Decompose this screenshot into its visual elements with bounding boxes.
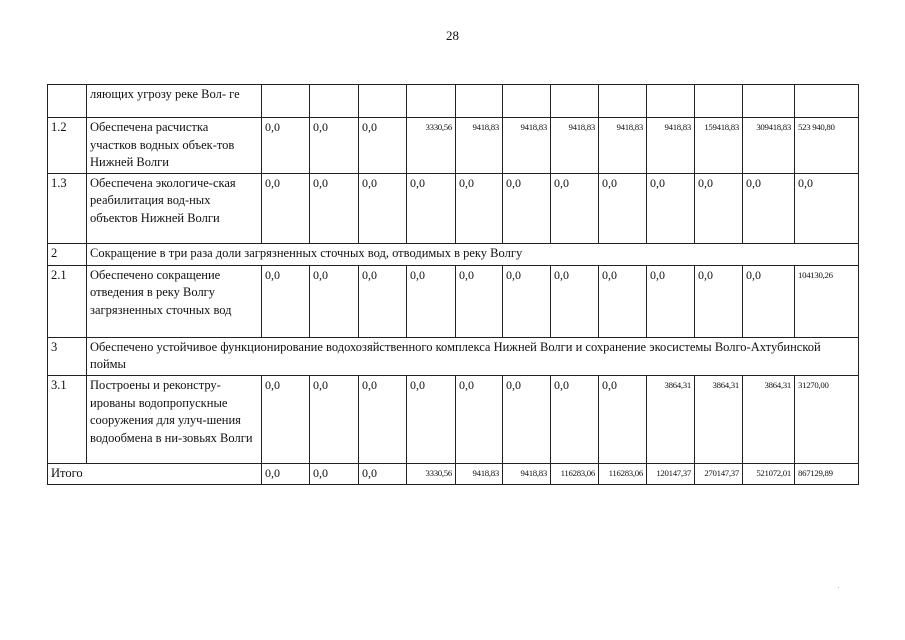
row-code: 1.2 — [48, 118, 87, 174]
value-cell: 0,0 — [359, 463, 407, 484]
value-cell: 0,0 — [310, 118, 359, 174]
value-cell: 0,0 — [262, 173, 310, 243]
value-cell — [551, 85, 599, 118]
table-row — [48, 85, 859, 118]
value-cell: 3864,31 — [695, 375, 743, 463]
value-cell: 309418,83 — [743, 118, 795, 174]
value-cell: 159418,83 — [695, 118, 743, 174]
value-cell — [647, 85, 695, 118]
value-cell: 9418,83 — [551, 118, 599, 174]
table-row — [48, 463, 859, 484]
value-cell — [599, 85, 647, 118]
value-cell: 104130,26 — [795, 265, 859, 337]
total-label: Итого — [48, 463, 262, 484]
value-cell: 0,0 — [551, 265, 599, 337]
value-cell: 116283,06 — [551, 463, 599, 484]
table-row — [48, 118, 859, 174]
value-cell: 0,0 — [647, 173, 695, 243]
value-cell — [743, 85, 795, 118]
value-cell: 31270,00 — [795, 375, 859, 463]
table-row — [48, 173, 859, 243]
page-number: 28 — [446, 28, 459, 43]
value-cell: 9418,83 — [599, 118, 647, 174]
value-cell: 0,0 — [359, 173, 407, 243]
value-cell: 0,0 — [359, 265, 407, 337]
row-description: Обеспечено сокращение отведения в реку Волгу загрязненных сточных вод — [87, 265, 262, 337]
value-cell — [795, 85, 859, 118]
value-cell: 0,0 — [743, 265, 795, 337]
value-cell: 0,0 — [310, 463, 359, 484]
table-row — [48, 243, 859, 265]
value-cell: 0,0 — [695, 265, 743, 337]
value-cell: 3330,56 — [407, 118, 456, 174]
value-cell: 0,0 — [407, 173, 456, 243]
value-cell — [456, 85, 503, 118]
value-cell: 0,0 — [310, 375, 359, 463]
row-description: Обеспечена расчистка участков водных объек-тов Нижней Волги — [87, 118, 262, 174]
value-cell — [310, 85, 359, 118]
value-cell: 9418,83 — [456, 118, 503, 174]
row-code: 2.1 — [48, 265, 87, 337]
value-cell: 0,0 — [503, 173, 551, 243]
row-code — [48, 85, 87, 118]
section-heading: Сокращение в три раза доли загрязненных сточных вод, отводимых в реку Волгу — [87, 243, 859, 265]
value-cell: 3330,56 — [407, 463, 456, 484]
row-code: 3.1 — [48, 375, 87, 463]
value-cell — [262, 85, 310, 118]
value-cell: 0,0 — [456, 265, 503, 337]
value-cell: 0,0 — [262, 375, 310, 463]
value-cell: 3864,31 — [647, 375, 695, 463]
table-row — [48, 337, 859, 375]
value-cell: 0,0 — [359, 118, 407, 174]
value-cell — [695, 85, 743, 118]
value-cell: 0,0 — [456, 173, 503, 243]
row-description: Построены и реконстру-ированы водопропускные сооружения для улуч-шения водообмена в ни-зовьях Волги — [87, 375, 262, 463]
value-cell: 3864,31 — [743, 375, 795, 463]
value-cell: 0,0 — [503, 375, 551, 463]
value-cell: 0,0 — [456, 375, 503, 463]
value-cell: 0,0 — [599, 173, 647, 243]
value-cell: 0,0 — [407, 375, 456, 463]
value-cell: 0,0 — [599, 265, 647, 337]
section-heading: Обеспечено устойчивое функционирование водохозяйственного комплекса Нижней Волги и сохранение экосистемы Волго-Ахтубинской поймы — [87, 337, 859, 375]
value-cell: 0,0 — [647, 265, 695, 337]
row-code: 3 — [48, 337, 87, 375]
value-cell: 9418,83 — [647, 118, 695, 174]
row-description: Обеспечена экологиче-ская реабилитация вод-ных объектов Нижней Волги — [87, 173, 262, 243]
value-cell: 270147,37 — [695, 463, 743, 484]
value-cell: 116283,06 — [599, 463, 647, 484]
value-cell: 0,0 — [599, 375, 647, 463]
value-cell: 0,0 — [551, 375, 599, 463]
value-cell: 867129,89 — [795, 463, 859, 484]
value-cell: 0,0 — [743, 173, 795, 243]
value-cell: 0,0 — [551, 173, 599, 243]
value-cell: 523 940,80 — [795, 118, 859, 174]
value-cell: 0,0 — [262, 118, 310, 174]
row-description: ляющих угрозу реке Вол- ге — [87, 85, 262, 118]
table-row — [48, 375, 859, 463]
value-cell: 0,0 — [310, 173, 359, 243]
value-cell: 9418,83 — [456, 463, 503, 484]
value-cell: 9418,83 — [503, 463, 551, 484]
value-cell: 0,0 — [407, 265, 456, 337]
row-code: 1.3 — [48, 173, 87, 243]
value-cell: 521072,01 — [743, 463, 795, 484]
value-cell: 0,0 — [503, 265, 551, 337]
value-cell: 0,0 — [695, 173, 743, 243]
value-cell: 0,0 — [359, 375, 407, 463]
value-cell — [407, 85, 456, 118]
value-cell — [359, 85, 407, 118]
value-cell: 0,0 — [795, 173, 859, 243]
scan-speck — [838, 587, 839, 588]
value-cell: 120147,37 — [647, 463, 695, 484]
value-cell: 0,0 — [262, 463, 310, 484]
value-cell: 0,0 — [262, 265, 310, 337]
table-row — [48, 265, 859, 337]
row-code: 2 — [48, 243, 87, 265]
budget-table — [47, 84, 859, 485]
value-cell: 0,0 — [310, 265, 359, 337]
value-cell — [503, 85, 551, 118]
value-cell: 9418,83 — [503, 118, 551, 174]
